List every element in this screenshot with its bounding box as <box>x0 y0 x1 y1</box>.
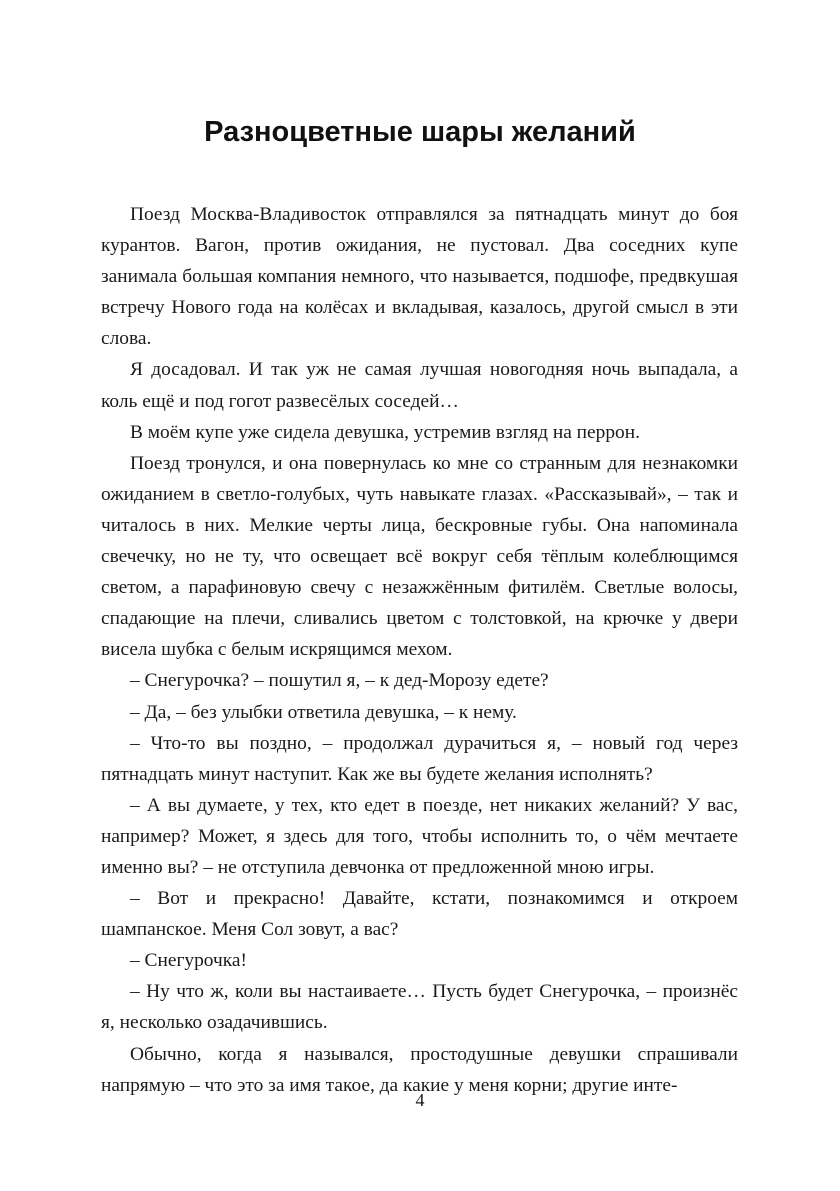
paragraph: В моём купе уже сидела девушка, устремив взгляд на перрон. <box>130 421 640 443</box>
paragraph: Поезд тронулся, и она повернулась ко мне со странным для незнакомки ожиданием в светло-голубых, чуть навыкате глазах. «Рассказывай», – так и читалось в них. Мелкие черты лица, бескровные губы. Она напоминала свечечку, но не ту, что освещает всё вокруг себя тёплым колеблющимся светом, а парафиновую свечу с незажжённым фитилём. Светлые волосы, спадающие на плечи, сливались цветом с толстовкой, на крючке у двери висела шубка с белым искрящимся мехом. <box>101 452 738 661</box>
paragraph: – Ну что ж, коли вы настаиваете… Пусть будет Снегурочка, – произнёс я, несколько озадачившись. <box>101 981 738 1034</box>
page-number: 4 <box>415 1090 425 1110</box>
paragraph: – Вот и прекрасно! Давайте, кстати, познакомимся и откроем шампанское. Меня Сол зовут, а вас? <box>101 888 738 941</box>
paragraph: Поезд Москва-Владивосток отправлялся за пятнадцать минут до боя курантов. Вагон, против ожидания, не пустовал. Два соседних купе занимала большая компания немного, что называется, подшофе, предвкушая встречу Нового года на колёсах и вкладывая, казалось, другой смысл в эти слова. <box>101 204 738 350</box>
paragraph: Я досадовал. И так уж не самая лучшая новогодняя ночь выпадала, а коль ещё и под гогот развесёлых соседей… <box>101 359 738 412</box>
paragraph: – Снегурочка! <box>130 950 247 972</box>
paragraph: – Да, – без улыбки ответила девушка, – к нему. <box>130 701 517 723</box>
paragraph: – Снегурочка? – пошутил я, – к дед-Морозу едете? <box>130 670 549 692</box>
chapter-title: Разноцветные шары желаний <box>204 116 636 148</box>
paragraph: Обычно, когда я назывался, простодушные девушки спрашивали напрямую – что это за имя такое, да какие у меня корни; другие инте- <box>101 1043 738 1096</box>
chapter-body <box>101 199 738 1101</box>
paragraph: – А вы думаете, у тех, кто едет в поезде, нет никаких желаний? У вас, например? Может, я здесь для того, чтобы исполнить то, о чём мечтаете именно вы? – не отступила девчонка от предложенной мною игры. <box>101 794 738 878</box>
paragraph: – Что-то вы поздно, – продолжал дурачиться я, – новый год через пятнадцать минут наступит. Как же вы будете желания исполнять? <box>101 732 738 785</box>
